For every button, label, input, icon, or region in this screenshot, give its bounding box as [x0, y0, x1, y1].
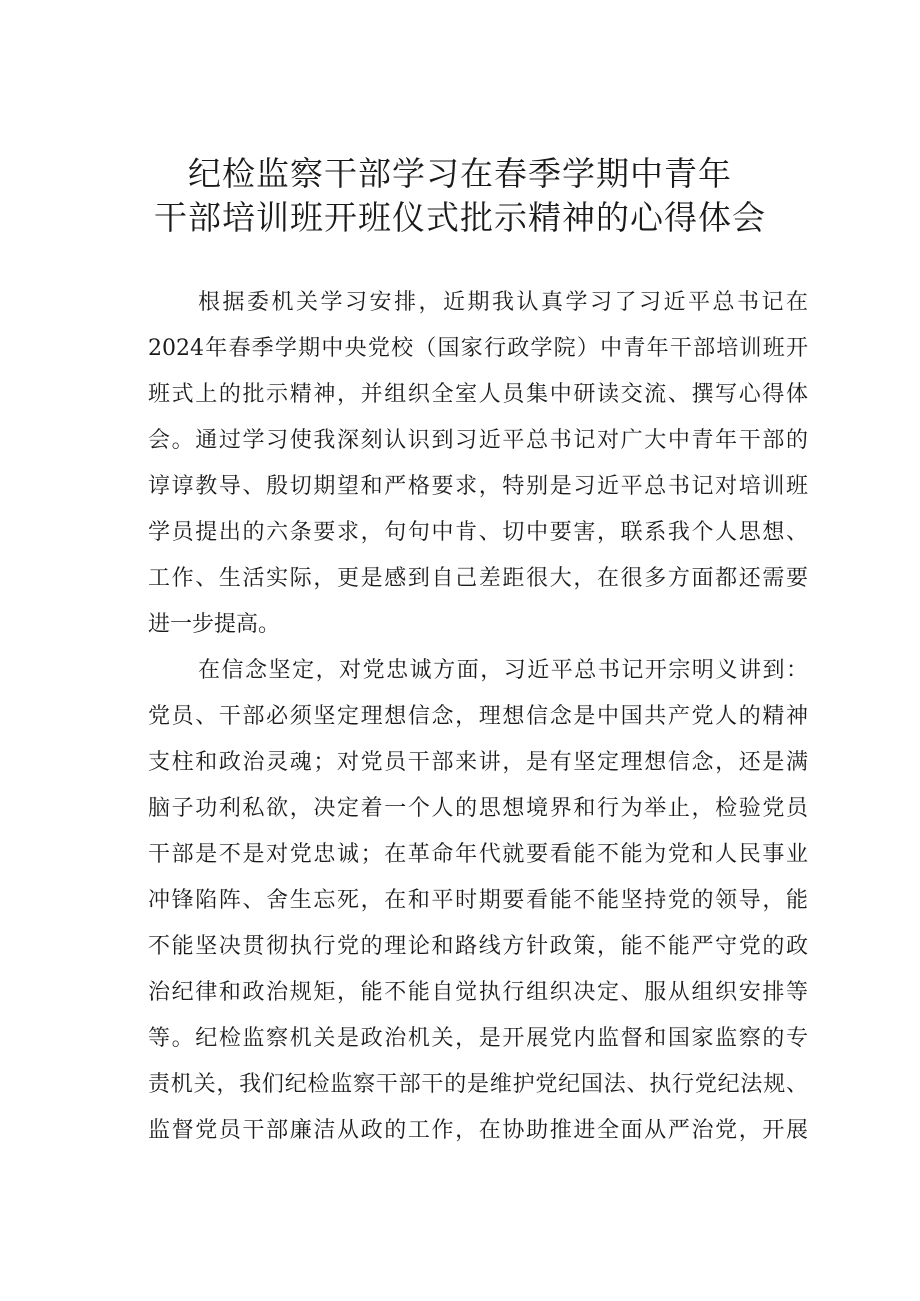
paragraph-2-line: 支柱和政治灵魂；对党员干部来讲，是有坚定理想信念，还是满: [148, 750, 808, 775]
paragraph-1-line: 进一步提高。: [148, 612, 281, 637]
paragraph-2-line: 在信念坚定，对党忠诚方面，习近平总书记开宗明义讲到：: [198, 658, 808, 683]
paragraph-2-line: 干部是不是对党忠诚；在革命年代就要看能不能为党和人民事业: [148, 842, 808, 867]
paragraph-2-line: 监督党员干部廉洁从政的工作，在协助推进全面从严治党，开展: [148, 1118, 808, 1143]
paragraph-1-line: 班式上的批示精神，并组织全室人员集中研读交流、撰写心得体: [148, 382, 808, 407]
paragraph-2-line: 治纪律和政治规矩，能不能自觉执行组织决定、服从组织安排等: [148, 980, 808, 1005]
paragraph-1-line: 根据委机关学习安排，近期我认真学习了习近平总书记在: [198, 290, 808, 315]
paragraph-2-line: 脑子功利私欲，决定着一个人的思想境界和行为举止，检验党员: [148, 796, 808, 821]
paragraph-2-line: 冲锋陷阵、舍生忘死，在和平时期要看能不能坚持党的领导，能: [148, 888, 808, 913]
document-title-line-2: 干部培训班开班仪式批示精神的心得体会: [154, 198, 766, 237]
document-title-line-1: 纪检监察干部学习在春季学期中青年: [188, 154, 732, 193]
paragraph-2-line: 不能坚决贯彻执行党的理论和路线方针政策，能不能严守党的政: [148, 934, 808, 959]
paragraph-2-line: 责机关，我们纪检监察干部干的是维护党纪国法、执行党纪法规、: [148, 1072, 808, 1097]
paragraph-1-line: 2024年春季学期中央党校（国家行政学院）中青年干部培训班开: [148, 336, 808, 361]
paragraph-1-line: 工作、生活实际，更是感到自己差距很大，在很多方面都还需要: [148, 566, 808, 591]
paragraph-1-line: 会。通过学习使我深刻认识到习近平总书记对广大中青年干部的: [148, 428, 808, 453]
paragraph-1-line: 谆谆教导、殷切期望和严格要求，特别是习近平总书记对培训班: [148, 474, 808, 499]
paragraph-1-line: 学员提出的六条要求，句句中肯、切中要害，联系我个人思想、: [148, 520, 808, 545]
paragraph-2-line: 等。纪检监察机关是政治机关，是开展党内监督和国家监察的专: [148, 1026, 808, 1051]
paragraph-2-line: 党员、干部必须坚定理想信念，理想信念是中国共产党人的精神: [148, 704, 808, 729]
